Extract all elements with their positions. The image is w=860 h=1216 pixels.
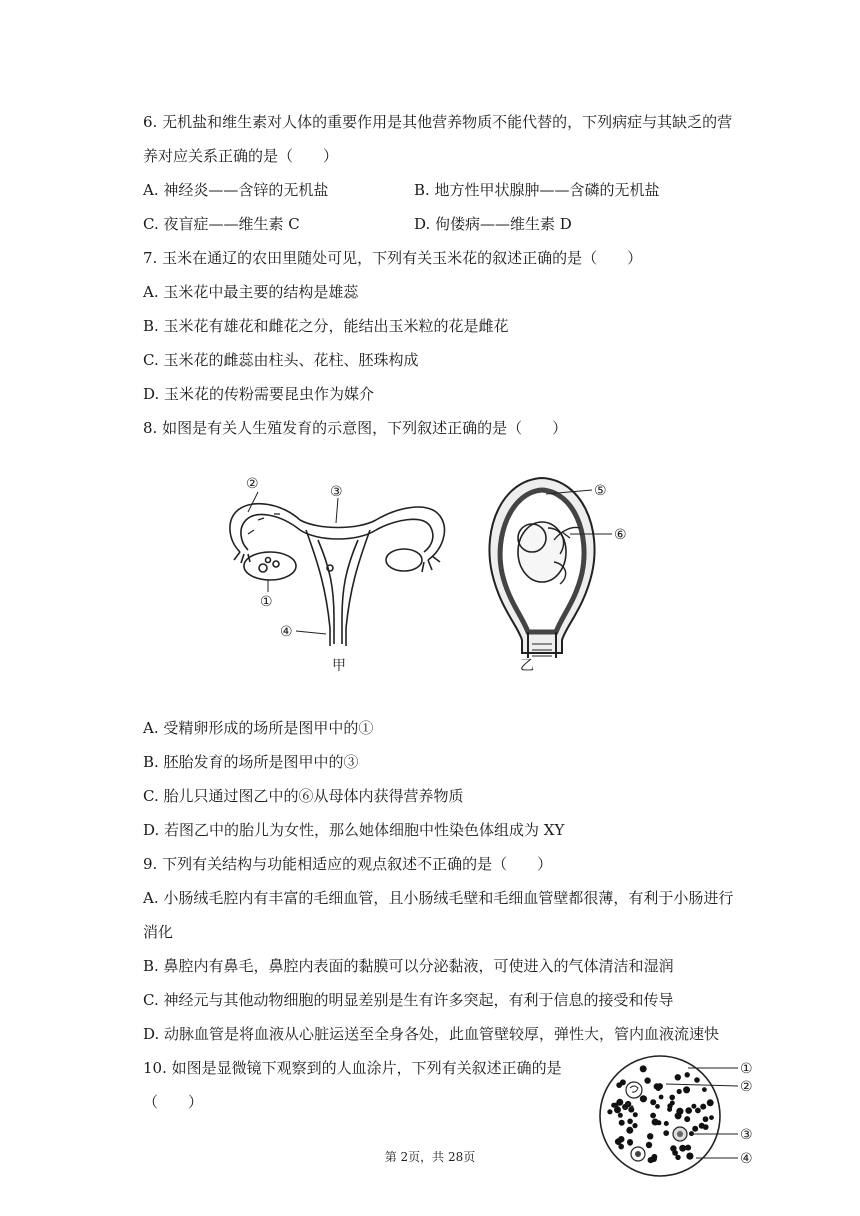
- red-blood-cell: [685, 1072, 690, 1077]
- q10-stem: 10. 如图是显微镜下观察到的人血涂片，下列有关叙述正确的是: [143, 1059, 562, 1077]
- fig-marker-1: ①: [260, 594, 273, 610]
- red-blood-cell: [633, 1112, 638, 1117]
- red-blood-cell: [692, 1126, 698, 1132]
- red-blood-cell: [655, 1104, 660, 1109]
- red-blood-cell: [702, 1087, 707, 1092]
- red-blood-cell: [663, 1130, 669, 1136]
- q10-stem-paren: （ ）: [143, 1093, 204, 1111]
- red-blood-cell: [707, 1099, 714, 1106]
- red-blood-cell: [647, 1133, 653, 1139]
- figure-jia-reproductive-system: [218, 468, 458, 678]
- q6-stem-line2: 养对应关系正确的是（ ）: [143, 147, 339, 165]
- red-blood-cell: [616, 1099, 623, 1106]
- fig-label-yi: 乙: [520, 658, 534, 674]
- red-blood-cell: [667, 1107, 672, 1112]
- q9-option-c: C. 神经元与其他动物细胞的明显差别是生有许多突起，有利于信息的接受和传导: [143, 991, 674, 1009]
- q8-option-b: B. 胚胎发育的场所是图甲中的③: [143, 753, 359, 771]
- red-blood-cell: [607, 1109, 612, 1114]
- red-blood-cell: [669, 1095, 675, 1101]
- red-blood-cell: [703, 1124, 709, 1130]
- red-blood-cell: [709, 1115, 714, 1120]
- red-blood-cell: [684, 1116, 690, 1122]
- red-blood-cell: [670, 1101, 675, 1106]
- q9-stem: 9. 下列有关结构与功能相适应的观点叙述不正确的是（ ）: [143, 855, 553, 873]
- red-blood-cell: [632, 1123, 637, 1128]
- fig-marker-5: ⑤: [594, 483, 607, 499]
- q9-option-a-line1: A. 小肠绒毛腔内有丰富的毛细血管，且小肠绒毛壁和毛细血管壁都很薄，有利于小肠进行: [143, 889, 734, 907]
- q7-stem: 7. 玉米在通辽的农田里随处可见，下列有关玉米花的叙述正确的是（ ）: [143, 249, 643, 267]
- q7-option-a: A. 玉米花中最主要的结构是雄蕊: [143, 283, 359, 301]
- q8-stem: 8. 如图是有关人生殖发育的示意图，下列叙述正确的是（ ）: [143, 419, 568, 437]
- q6-option-a: A. 神经炎——含锌的无机盐: [143, 181, 329, 199]
- red-blood-cell: [664, 1121, 669, 1126]
- q7-option-c: C. 玉米花的雌蕊由柱头、花柱、胚珠构成: [143, 351, 419, 369]
- red-blood-cell: [683, 1086, 690, 1093]
- red-blood-cell: [619, 1120, 625, 1126]
- fig-marker-3: ③: [330, 484, 343, 500]
- red-blood-cell: [695, 1108, 701, 1114]
- q7-option-d: D. 玉米花的传粉需要昆虫作为媒介: [143, 385, 375, 403]
- red-blood-cell: [626, 1127, 633, 1134]
- fig-marker-2: ②: [740, 1079, 753, 1095]
- q6-stem-line1: 6. 无机盐和维生素对人体的重要作用是其他营养物质不能代替的，下列病症与其缺乏的营: [143, 113, 733, 131]
- red-blood-cell: [685, 1107, 692, 1114]
- q7-option-b: B. 玉米花有雄花和雌花之分，能结出玉米粒的花是雌花: [143, 317, 509, 335]
- q9-option-d: D. 动脉血管是将血液从心脏运送至全身各处，此血管壁较厚，弹性大，管内血液流速快: [143, 1025, 720, 1043]
- red-blood-cell: [640, 1095, 647, 1102]
- fig-marker-6: ⑥: [614, 527, 627, 543]
- fig-marker-4: ④: [740, 1151, 753, 1167]
- red-blood-cell: [703, 1116, 709, 1122]
- red-blood-cell: [620, 1079, 626, 1085]
- red-blood-cell: [694, 1077, 700, 1083]
- q9-option-a-line2: 消化: [143, 923, 174, 941]
- q6-option-c: C. 夜盲症——维生素 C: [143, 215, 300, 233]
- red-blood-cell: [677, 1089, 682, 1094]
- figure-yi-fetus: [462, 468, 642, 678]
- fig-marker-3: ③: [740, 1127, 753, 1143]
- red-blood-cell: [659, 1095, 664, 1100]
- red-blood-cell: [675, 1074, 681, 1080]
- q8-option-a: A. 受精卵形成的场所是图甲中的①: [143, 719, 374, 737]
- red-blood-cell: [691, 1104, 696, 1109]
- fig-label-jia: 甲: [332, 658, 346, 674]
- red-blood-cell: [676, 1108, 683, 1115]
- red-blood-cell: [644, 1077, 650, 1083]
- fig-marker-2: ②: [246, 476, 259, 492]
- red-blood-cell: [640, 1065, 647, 1072]
- q6-option-d: D. 佝偻病——维生素 D: [414, 215, 572, 233]
- red-blood-cell: [700, 1104, 706, 1110]
- red-blood-cell: [627, 1119, 633, 1125]
- red-blood-cell: [650, 1099, 656, 1105]
- red-blood-cell: [652, 1119, 659, 1126]
- red-blood-cell: [650, 1113, 656, 1119]
- red-blood-cell: [627, 1139, 633, 1145]
- q9-option-b: B. 鼻腔内有鼻毛，鼻腔内表面的黏膜可以分泌黏液，可使进入的气体清洁和湿润: [143, 957, 674, 975]
- page-footer: 第 2页，共 28页: [384, 1150, 476, 1164]
- fig-marker-4: ④: [280, 624, 293, 640]
- red-blood-cell: [615, 1138, 622, 1145]
- q6-option-b: B. 地方性甲状腺肿——含磷的无机盐: [414, 181, 660, 199]
- red-blood-cell: [655, 1085, 661, 1091]
- q8-option-d: D. 若图乙中的胎儿为女性，那么她体细胞中性染色体组成为 XY: [143, 821, 565, 839]
- fig-marker-1: ①: [740, 1061, 753, 1077]
- q8-option-c: C. 胎儿只通过图乙中的⑥从母体内获得营养物质: [143, 787, 464, 805]
- red-blood-cell: [618, 1113, 623, 1118]
